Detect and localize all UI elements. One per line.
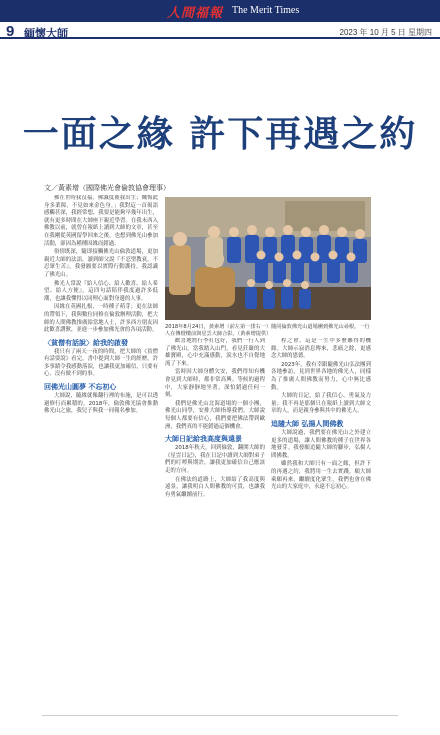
paragraph: 2018年秋天，回到倫敦，翻開大師的《星雲日記》，我在日記中讀到大師對弟子們的叮嚀與期許，讓我更加確信自己應該走的方向。 <box>165 445 265 474</box>
article-headline: 一面之緣 許下再遇之約 <box>22 113 418 155</box>
article-column-2 <box>165 338 265 710</box>
page-number: 9 <box>6 23 15 40</box>
subheading: 大師日記給我高度與遠景 <box>165 435 242 444</box>
section-title: 緬懷大師 <box>24 27 68 40</box>
article-column-3 <box>271 338 371 710</box>
subheading: 回佛光山圓夢 不忘初心 <box>44 383 117 392</box>
group-photo <box>165 197 371 320</box>
paragraph: 我只有了兩天一夜的時間，把大師的《貧僧有話要說》看完。書中提到大師一生的經歷，許多事蹟令我感動落淚，也讓我更加確信，只要有心，沒有做不到的事。 <box>44 348 158 378</box>
logo-en: The Merit Times <box>232 5 300 16</box>
masthead <box>0 0 440 22</box>
subheading: 〈貧僧有話說〉給我的啟發 <box>44 338 128 347</box>
paragraph: 俗情既深，隨即接觸佛光山倫敦道場，更加親近大師的法語，讀到師父說『不忍聖教衰，不忍眾生苦』，我發願要以實際行動護持。我認識了佛光山。 <box>44 249 158 278</box>
paragraph: 歡喜地將行李打包好，我們一行人到了佛光山，當我踏入山門，看見莊嚴的大雄寶殿，心中充滿感動，淚水也不自覺地流了下來。 <box>165 338 265 367</box>
paragraph: 在佛法的道路上，大師給了我高度與遠景，讓我明白人間佛教的可貴，也讓我有勇氣繼續前行。 <box>165 476 265 498</box>
paragraph: 我們是佛光山北海道場的一個小團，佛光山同學，安排大師指導我們。大師說每個人都要有信心，我們要把佛法帶到歐洲，我們真的不能錯過這個機會。 <box>165 400 265 430</box>
paragraph: 佛在世時我沒福，佛滅度後我出生；懺悔此身多業障，不見如來金色身。」我對這一首偈語感觸甚深，我經常想，我要是能夠早幾年出生，就有更多時間在大師座下親近學習。在我未西入佛教以前，就曾在報紙上讀到大師的文章，甚至在我剛從英國留學回來之後，也想到佛光山參加活動，卻因為種種因緣而錯過。 <box>44 195 158 247</box>
article-byline: 文／黃素增（國際佛光會倫敦協會理事） <box>44 184 170 192</box>
paragraph: 因緣在英國扎根，一時種子萌芽；更在法師的帶領下，我與數位同修在倫敦辦理活動，把大師的人間佛教推廣給當地人士，許多西方朋友因此歡喜讚歎，並進一步參加佛光會的各項活動。 <box>44 304 158 334</box>
bottom-divider <box>42 715 398 716</box>
paragraph: 大師的日記，給了我信心、勇氣及力量；我不再是那個只在報紙上讀到大師文章的人，而是親身參與其中的佛光人。 <box>271 393 371 415</box>
page-header <box>0 23 440 39</box>
paragraph: 大師說，隨緣就像翻行裡的布施，是可以透過修行而累積的。2018年，倫敦佛光協會推動佛光山之旅，我兒子與我一同報名參加。 <box>44 393 158 415</box>
paragraph: 當時因大師身體欠安，我們得知有機會見到大師時，都非常高興。等候的過程中，大家靜靜地坐著，深怕錯過任何一刻。 <box>165 369 265 399</box>
article-column-1 <box>44 195 158 710</box>
photo-caption: 2018年8月24日，黃素增（前左第一排右一）隨同倫敦佛光山道場團到佛光山尋根，一行人在傳燈樓前與星雲大師合影。（黃素增提供） <box>165 324 370 337</box>
paragraph: 大師說過，我們要在佛光山之外建立更多的道場，讓人間佛教的種子在世界各地發芽。我發願追隨大師的腳步，弘揚人間佛教。 <box>271 429 371 459</box>
paragraph: 佛光人常說『給人信心、給人歡喜、給人希望、給人方便』，這四句話陪伴我度過許多低潮，也讓我懂得以同理心面對身邊的人事。 <box>44 280 158 302</box>
group-photo-illustration <box>165 197 371 320</box>
paragraph: 程之會，這是一生中多麼難得的機緣。大師示寂消息傳來，悲痛之餘，更感念大師的恩德。 <box>271 338 371 360</box>
paragraph: 2023年，我有幸跟隨佛光山弘法團到各地參訪，見到世界各地的佛光人，同樣為了推廣人間佛教而努力，心中無比感動。 <box>271 361 371 391</box>
issue-date: 2023 年 10 月 5 日 星期四 <box>339 28 432 37</box>
paragraph: 雖然我和大師只有一面之緣，但許下的再遇之約，我將用一生去實踐。願大師乘願再來，繼續度化眾生，我們也會在佛光山的大家庭中，永遠不忘初心。 <box>271 461 371 491</box>
subheading: 追隨大師 弘揚人間佛教 <box>271 419 344 428</box>
logo-cn: 人間福報 <box>167 6 224 21</box>
